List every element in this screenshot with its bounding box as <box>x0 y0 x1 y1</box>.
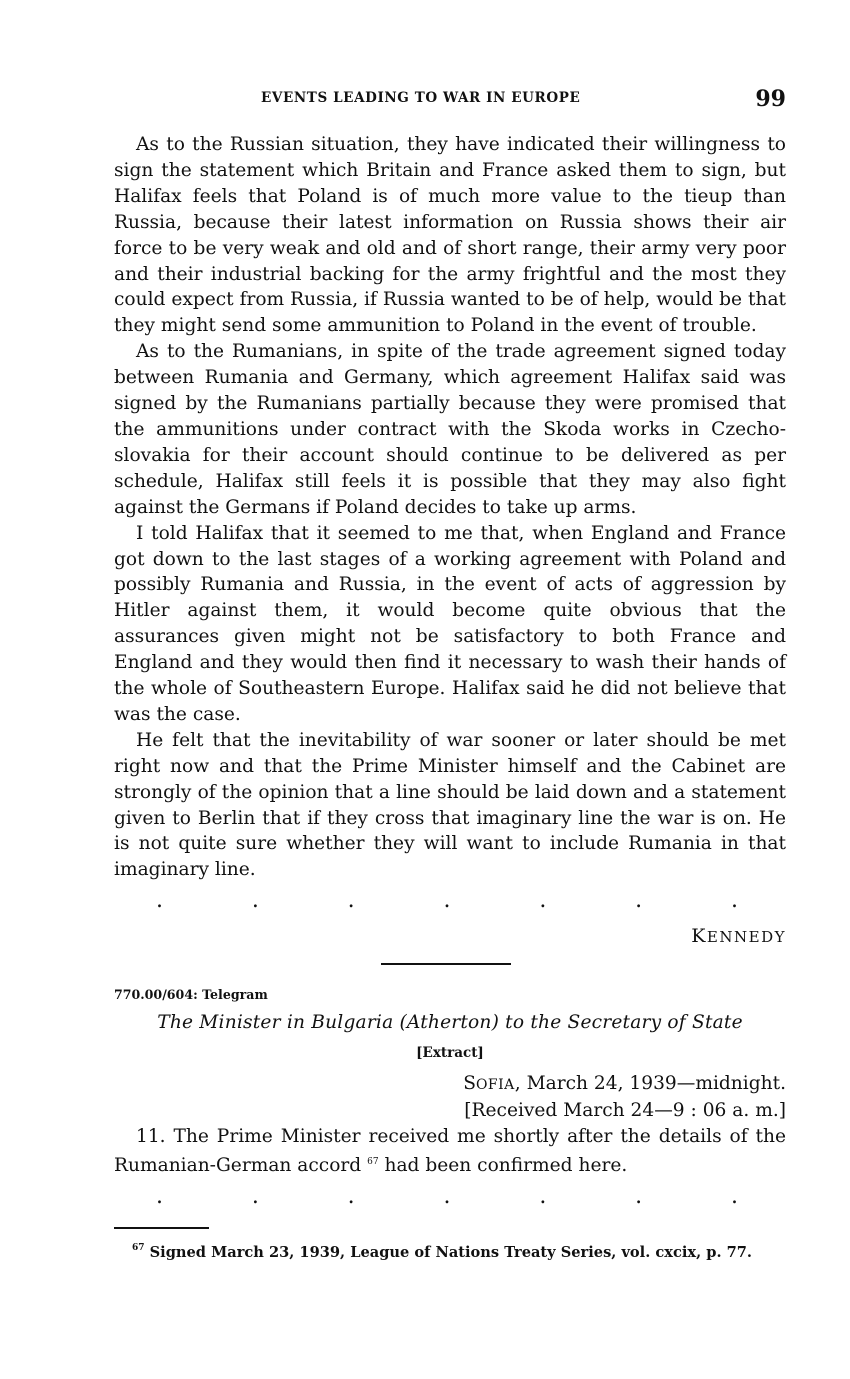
ellipsis-row <box>114 888 786 914</box>
ellipsis-dot: . <box>347 1184 355 1210</box>
section-divider <box>381 963 511 965</box>
dateline <box>114 1071 786 1124</box>
running-title: EVENTS LEADING TO WAR IN EUROPE <box>261 90 581 106</box>
ellipsis-dot: . <box>347 888 355 914</box>
footnote-marker: 67 <box>132 1243 145 1254</box>
ellipsis-dot: . <box>539 1184 547 1210</box>
ellipsis-dot: . <box>443 1184 451 1210</box>
ellipsis-dot: . <box>730 888 738 914</box>
ellipsis-dot: . <box>539 888 547 914</box>
file-reference: 770.00/604: Telegram <box>114 987 268 1003</box>
footnote-reference: 67 <box>367 1157 379 1168</box>
telegram-title: The Minister in Bulgaria (Atherton) to the Secretary of State <box>157 1012 743 1034</box>
footnote-text: Signed March 23, 1939, League of Nations Treaty Series, vol. cxcix, p. 77. <box>144 1244 753 1262</box>
ellipsis-dot: . <box>156 888 163 914</box>
paragraph-russian-situation: As to the Russian situation, they have indicated their willingness to sign the statement which Britain and France asked them to sign, but Halifax feels that Poland is of much more value to the tieup than Russia, because their latest information on Russia shows their air force to be very weak and old and of short range, their army very poor and their industrial backing for the army frightful and the most they could expect from Russia, if Russia wanted to be of help, would be that they might send some ammunition to Poland in the event of trouble. <box>114 134 786 337</box>
paragraph-halifax-conversation: I told Halifax that it seemed to me that, when England and France got down to the last stages of a working agreement with Poland and possibly Rumania and Russia, in the event of acts of aggression by Hitler against them, it would become quite obvious that the assurances given might not be satisfactory to both France and England and they would then find it necessary to wash their hands of the whole of Southeastern Europe. Halifax said he did not believe that was the case. <box>114 522 786 725</box>
ellipsis-dot: . <box>635 1184 643 1210</box>
ellipsis-dot: . <box>156 1184 163 1210</box>
telegram-paragraph-end: had been confirmed here. <box>378 1155 628 1177</box>
footnote <box>114 1243 786 1261</box>
ellipsis-dot: . <box>251 888 259 914</box>
dateline-city-rest: OFIA <box>475 1077 515 1094</box>
signature <box>114 925 786 947</box>
footnote-rule <box>114 1227 209 1229</box>
ellipsis-dot: . <box>730 1184 738 1210</box>
dateline-date: , March 24, 1939—midnight. <box>514 1073 786 1095</box>
telegram-paragraph <box>114 1124 786 1179</box>
ellipsis-row <box>114 1184 786 1210</box>
ellipsis-dot: . <box>635 888 643 914</box>
signature-initial: K <box>691 925 707 948</box>
dateline-city-initial: S <box>463 1073 476 1095</box>
ellipsis-dot: . <box>443 888 451 914</box>
paragraph-rumanians: As to the Rumanians, in spite of the trade agreement signed today between Rumania and Germany, which agreement Halifax said was signed by the Rumanians partially because they were promised that the ammunitions under contract with the Skoda works in Czechoslovakia for their account should continue to be delivered as per schedule, Halifax still feels it is possible that they may also fight against the Germans if Poland decides to take up arms. <box>114 341 786 518</box>
page-header <box>114 86 786 114</box>
paragraph-inevitability-of-war: He felt that the inevitability of war sooner or later should be met right now and that the Prime Minister himself and the Cabinet are strongly of the opinion that a line should be laid down and a statement given to Berlin that if they cross that imaginary line the war is on. He is not quite sure whether they will want to include Rumania in that imaginary line. <box>114 729 786 881</box>
dateline-place-date <box>114 1071 786 1098</box>
body-text <box>114 132 786 1261</box>
signature-rest: ENNEDY <box>706 928 786 947</box>
telegram-paragraph-text: 11. The Prime Minister received me shortly after the details of the Rumanian-German accord <box>114 1126 786 1177</box>
ellipsis-dot: . <box>251 1184 259 1210</box>
extract-label: [Extract] <box>416 1045 484 1062</box>
received-line: [Received March 24—9 : 06 a. m.] <box>464 1100 786 1122</box>
page-number: 99 <box>755 86 786 112</box>
